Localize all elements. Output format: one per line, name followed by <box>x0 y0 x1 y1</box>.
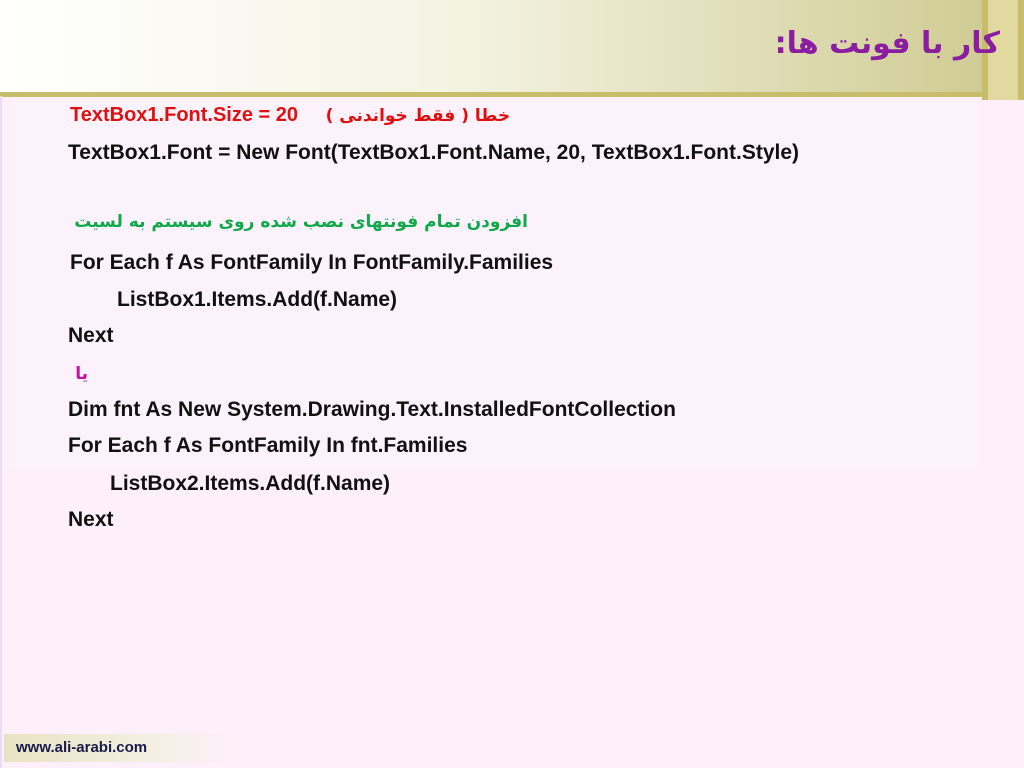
code-line-new-font: TextBox1.Font = New Font(TextBox1.Font.Name, 20, TextBox1.Font.Style) <box>68 141 800 164</box>
comment-text: افزودن تمام فونتهای نصب شده روی سیستم به لسیت <box>74 212 528 232</box>
footer-url: www.ali-arabi.com <box>16 739 148 756</box>
slide-title: کار با فونت ها: <box>774 26 1000 61</box>
footer <box>4 734 234 762</box>
code-line-for-each-2: For Each f As FontFamily In fnt.Families <box>68 434 468 457</box>
code-line-next-2: Next <box>68 508 114 531</box>
code-line-font-size <box>70 104 510 127</box>
error-note: خطا ( فقط خواندنی ) <box>325 106 511 126</box>
code-line-for-each-1: For Each f As FontFamily In FontFamily.Families <box>70 251 554 274</box>
or-label <box>68 361 88 385</box>
comment-add-fonts <box>68 211 528 232</box>
code-line-listbox1-add: ListBox1.Items.Add(f.Name) <box>117 288 398 311</box>
left-edge <box>0 96 2 768</box>
or-text: یا <box>75 364 88 384</box>
code-text: TextBox1.Font.Size = 20 <box>70 104 299 126</box>
code-line-next-1: Next <box>68 324 114 347</box>
code-line-listbox2-add: ListBox2.Items.Add(f.Name) <box>110 472 391 495</box>
code-line-dim-fnt: Dim fnt As New System.Drawing.Text.InstalledFontCollection <box>68 398 676 421</box>
